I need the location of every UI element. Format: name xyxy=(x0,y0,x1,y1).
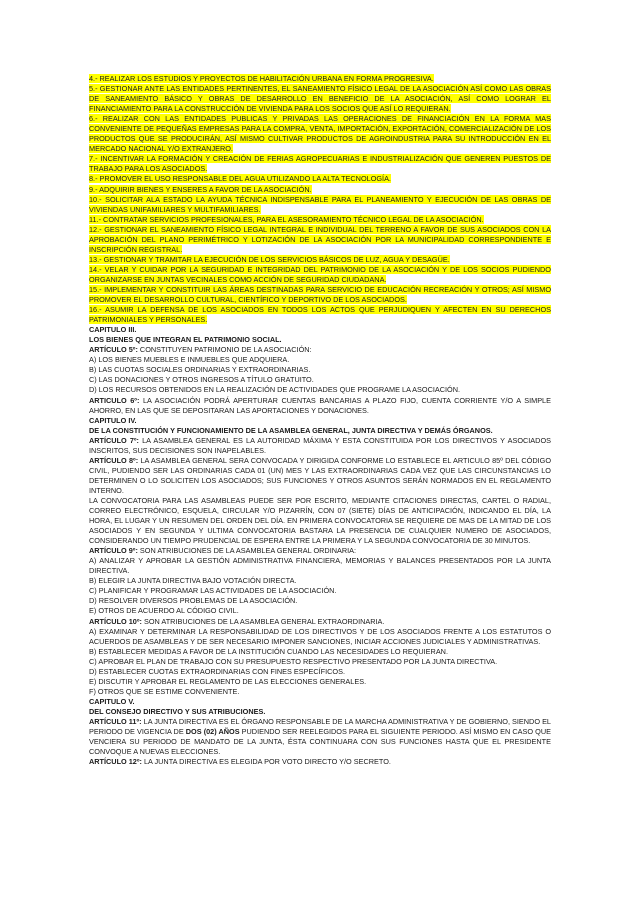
list-item: A) ANALIZAR Y APROBAR LA GESTIÓN ADMINISTRATIVA FINANCIERA, MEMORIAS Y BALANCES PRESENTADOS POR LA JUNTA DIRECTIVA. xyxy=(89,556,551,576)
convocatoria-paragraph: LA CONVOCATORIA PARA LAS ASAMBLEAS PUEDE SER POR ESCRITO, MEDIANTE CITACIONES DIRECTAS, CARTEL O RADIAL, CORREO ELECTRÓNICO, ESQUELA, CIRCULAR Y/O PIZARRÍN, CON 07 (SIETE) DÍAS DE ANTICIPACIÓN, INDICANDO EL DÍA, LA HORA, EL LUGAR Y UN RESUMEN DEL ORDEN DEL DÍA. EN PRIMERA CONVOCATORIA SE REQUIERE DE MAS DE LA MITAD DE LOS ASOCIADOS Y EN SEGUNDA Y ULTIMA CONVOCATORIA BASTARA LA PRESENCIA DE CUALQUIER NUMERO DE ASOCIADOS, CONSIDERANDO UN TIEMPO PRUDENCIAL DE ESPERA ENTRE LA PRIMERA Y LA SEGUNDA CONVOCATORIA DE 30 MINUTOS. xyxy=(89,495,551,546)
chapter-5-title: CAPITULO V. xyxy=(89,696,135,706)
article-label: ARTÍCULO 9º: xyxy=(89,546,138,556)
article-label: ARTICULO 6º: xyxy=(89,395,140,405)
list-item: C) PLANIFICAR Y PROGRAMAR LAS ACTIVIDADES DE LA ASOCIACIÓN. xyxy=(89,586,337,596)
article-10 xyxy=(89,617,551,627)
article-8 xyxy=(89,456,551,496)
objective-item: 14.- VELAR Y CUIDAR POR LA SEGURIDAD E INTEGRIDAD DEL PATRIMONIO DE LA ASOCIACIÓN Y DE LOS SOCIOS PUDIENDO ORGANIZARSE EN JUNTAS VECINALES COMO ACCIÓN DE SEGURIDAD CIUDADANA. xyxy=(89,264,551,284)
list-item: D) LOS RECURSOS OBTENIDOS EN LA REALIZACIÓN DE ACTIVIDADES QUE PROGRAME LA ASOCIACIÓN. xyxy=(89,385,461,395)
chapter-3-title: CAPITULO III. xyxy=(89,325,137,335)
article-5 xyxy=(89,345,551,355)
objective-item: 15.- IMPLEMENTAR Y CONSTITUIR LAS ÁREAS DESTINADAS PARA SERVICIO DE EDUCACIÓN RECREACIÓN Y OTROS; ASÍ MISMO PROMOVER EL DESARROLLO CULTURAL, CIENTÍFICO Y DEPORTIVO DE LOS ASOCIADOS. xyxy=(89,284,551,305)
article-11 xyxy=(89,717,551,757)
objective-item: 7.- INCENTIVAR LA FORMACIÓN Y CREACIÓN DE FERIAS AGROPECUARIAS E INDUSTRIALIZACIÓN QUE GENEREN PUESTOS DE TRABAJO PARA LOS ASOCIADOS. xyxy=(89,154,551,174)
objective-item: 16.- ASUMIR LA DEFENSA DE LOS ASOCIADOS EN TODOS LOS ACTOS QUE PERJUDIQUEN Y AFECTEN EN SU DERECHOS PATRIMONIALES Y PERSONALES. xyxy=(89,305,551,325)
chapter-3-subtitle: LOS BIENES QUE INTEGRAN EL PATRIMONIO SOCIAL. xyxy=(89,335,282,345)
list-item: B) ELEGIR LA JUNTA DIRECTIVA BAJO VOTACIÓN DIRECTA. xyxy=(89,576,297,586)
article-label: ARTÍCULO 5º: xyxy=(89,345,138,355)
article-text: LA JUNTA DIRECTIVA ES EL ÓRGANO RESPONSABLE DE LA MARCHA ADMINISTRATIVA Y DE GOBIERNO, SIENDO EL PERIODO DE VIGENCIA DE xyxy=(89,717,551,737)
list-item: C) LAS DONACIONES Y OTROS INGRESOS A TÍTULO GRATUITO. xyxy=(89,375,314,385)
article-text: LA ASOCIACIÓN PODRÁ APERTURAR CUENTAS BANCARIAS A PLAZO FIJO, CUENTA CORRIENTE Y/O A SIMPLE AHORRO, EN LAS QUE SE DEPOSITARAN LAS APORTACIONES Y DONACIONES. xyxy=(89,395,551,415)
article-text: SON ATRIBUCIONES DE LA ASAMBLEA GENERAL ORDINARIA: xyxy=(137,546,357,556)
article-text: CONSTITUYEN PATRIMONIO DE LA ASOCIACIÓN: xyxy=(137,345,312,355)
list-item: B) ESTABLECER MEDIDAS A FAVOR DE LA INSTITUCIÓN CUANDO LAS NECESIDADES LO REQUIERAN. xyxy=(89,646,448,656)
article-text: SON ATRIBUCIONES DE LA ASAMBLEA GENERAL EXTRAORDINARIA. xyxy=(141,616,385,626)
list-item: E) DISCUTIR Y APROBAR EL REGLAMENTO DE LAS ELECCIONES GENERALES. xyxy=(89,676,367,686)
article-6 xyxy=(89,396,551,416)
article-7 xyxy=(89,436,551,456)
article-label: ARTÍCULO 7º: xyxy=(89,435,139,445)
list-item: D) RESOLVER DIVERSOS PROBLEMAS DE LA ASOCIACIÓN. xyxy=(89,596,298,606)
chapter-4-title: CAPITULO IV. xyxy=(89,415,137,425)
article-text: LA JUNTA DIRECTIVA ES ELEGIDA POR VOTO DIRECTO Y/O SECRETO. xyxy=(141,757,391,767)
article-label: ARTÍCULO 8º: xyxy=(89,455,139,465)
article-text: LA ASAMBLEA GENERAL SERA CONVOCADA Y DIRIGIDA CONFORME LO ESTABLECE EL ARTICULO 85º DEL CÓDIGO CIVIL, PUDIENDO SER LAS ORDINARIAS CADA 01 (UN) MES Y LAS EXTRAORDINARIAS CADA VEZ QUE LAS CIRCUNSTANCIAS LO DETERMINEN O LO SOLICITEN LOS ASOCIADOS; SUS FUNCIONES Y OTROS ASUNTOS SERÁN NORMADOS EN EL REGLAMENTO INTERNO. xyxy=(89,455,551,495)
objective-item: 10.- SOLICITAR ALA ESTADO LA AYUDA TÉCNICA INDISPENSABLE PARA EL PLANEAMIENTO Y EJECUCIÓN DE LAS OBRAS DE VIVIENDAS UNIFAMILIARES Y MULTIFAMILIARES. xyxy=(89,194,551,214)
article-9 xyxy=(89,546,551,556)
list-item: C) APROBAR EL PLAN DE TRABAJO CON SU PRESUPUESTO RESPECTIVO PRESENTADO POR LA JUNTA DIRECTIVA. xyxy=(89,656,498,666)
term-duration: DOS (02) AÑOS xyxy=(185,727,240,737)
chapter-4-subtitle: DE LA CONSTITUCIÓN Y FUNCIONAMIENTO DE LA ASAMBLEA GENERAL, JUNTA DIRECTIVA Y DEMÁS ÓRGANOS. xyxy=(89,425,493,435)
objective-item: 4.- REALIZAR LOS ESTUDIOS Y PROYECTOS DE HABILITACIÓN URBANA EN FORMA PROGRESIVA. xyxy=(89,74,434,83)
list-item: F) OTROS QUE SE ESTIME CONVENIENTE. xyxy=(89,686,240,696)
objective-item: 13.- GESTIONAR Y TRAMITAR LA EJECUCIÓN DE LOS SERVICIOS BÁSICOS DE LUZ, AGUA Y DESAGÜE. xyxy=(89,254,450,264)
objective-item: 6.- REALIZAR CON LAS ENTIDADES PUBLICAS Y PRIVADAS LAS OPERACIONES DE FINANCIACIÓN EN LA FORMA MAS CONVENIENTE DE PEQUEÑAS EMPRESAS PARA LA COMPRA, VENTA, IMPORTACIÓN, EXPORTACIÓN, COMERCIALIZACIÓN DE LOS PRODUCTOS QUE SE PRODUCIRÁN, ASÍ MISMO CULTIVAR PRODUCTOS DE AGROINDUSTRIA PARA SU INTRODUCCIÓN EN EL MERCADO NACIONAL Y/O EXTRANJERO. xyxy=(89,114,551,154)
list-item: A) EXAMINAR Y DETERMINAR LA RESPONSABILIDAD DE LOS DIRECTIVOS Y DE LOS ASOCIADOS FRENTE A LOS ESTATUTOS O ACUERDOS DE ASAMBLEAS Y DE SER NECESARIO IMPONER SANCIONES, INICIAR ACCIONES JUDICIALES Y ADMINISTRATIVAS. xyxy=(89,626,551,646)
objective-item: 9.- ADQUIRIR BIENES Y ENSERES A FAVOR DE LA ASOCIACIÓN. xyxy=(89,184,312,194)
document-page xyxy=(89,74,551,767)
chapter-5-subtitle: DEL CONSEJO DIRECTIVO Y SUS ATRIBUCIONES. xyxy=(89,706,266,716)
objective-item: 8.- PROMOVER EL USO RESPONSABLE DEL AGUA UTILIZANDO LA ALTA TECNOLOGÍA. xyxy=(89,174,391,184)
article-label: ARTÍCULO 10º: xyxy=(89,616,142,626)
objectives-list xyxy=(89,74,551,325)
list-item: A) LOS BIENES MUEBLES E INMUEBLES QUE ADQUIERA. xyxy=(89,355,290,365)
article-text: PUDIENDO SER REELEGIDOS PARA EL SIGUIENTE PERIODO. ASÍ MISMO EN CASO QUE VENCIERA SU PERIODO DE MANDATO DE LA JUNTA, ÉSTA CONTINUARA CON SUS FUNCIONES HASTA QUE EL PRESIDENTE CONVOQUE A NUEVAS ELECCIONES. xyxy=(89,727,551,757)
list-item: B) LAS CUOTAS SOCIALES ORDINARIAS Y EXTRAORDINARIAS. xyxy=(89,365,311,375)
article-12 xyxy=(89,757,551,767)
objective-item: 5.- GESTIONAR ANTE LAS ENTIDADES PERTINENTES, EL SANEAMIENTO FÍSICO LEGAL DE LA ASOCIACIÓN ASÍ COMO LAS OBRAS DE SANEAMIENTO BÁSICO Y OBRAS DE DESARROLLO EN BENEFICIO DE LA ASOCIACIÓN, ASÍ COMO LOGRAR EL FINANCIAMIENTO PARA LA CONSTRUCCIÓN DE VIVIENDA PARA LOS SOCIOS QUE ASÍ LO REQUIERAN. xyxy=(89,84,551,114)
list-item: D) ESTABLECER CUOTAS EXTRAORDINARIAS CON FINES ESPECÍFICOS. xyxy=(89,666,345,676)
article-label: ARTÍCULO 12º: xyxy=(89,757,142,767)
objective-item: 12.- GESTIONAR EL SANEAMIENTO FÍSICO LEGAL INTEGRAL E INDIVIDUAL DEL TERRENO A FAVOR DE SUS ASOCIADOS CON LA APROBACIÓN DEL PLANO PERIMÉTRICO Y LOTIZACIÓN DE LA ASOCIACIÓN POR LA MUNICIPALIDAD CORRESPONDIENTE E INSCRIPCIÓN REGISTRAL. xyxy=(89,224,551,254)
article-label: ARTÍCULO 11º: xyxy=(89,717,142,726)
article-text: LA ASAMBLEA GENERAL ES LA AUTORIDAD MÁXIMA Y ESTA CONSTITUIDA POR LOS DIRECTIVOS Y ASOCIADOS INSCRITOS, SUS DECISIONES SON INAPELABLES. xyxy=(89,435,551,455)
list-item: E) OTROS DE ACUERDO AL CÓDIGO CIVIL. xyxy=(89,606,239,616)
objective-item: 11.- CONTRATAR SERVICIOS PROFESIONALES, PARA EL ASESORAMIENTO TÉCNICO LEGAL DE LA ASOCIACIÓN. xyxy=(89,214,484,224)
